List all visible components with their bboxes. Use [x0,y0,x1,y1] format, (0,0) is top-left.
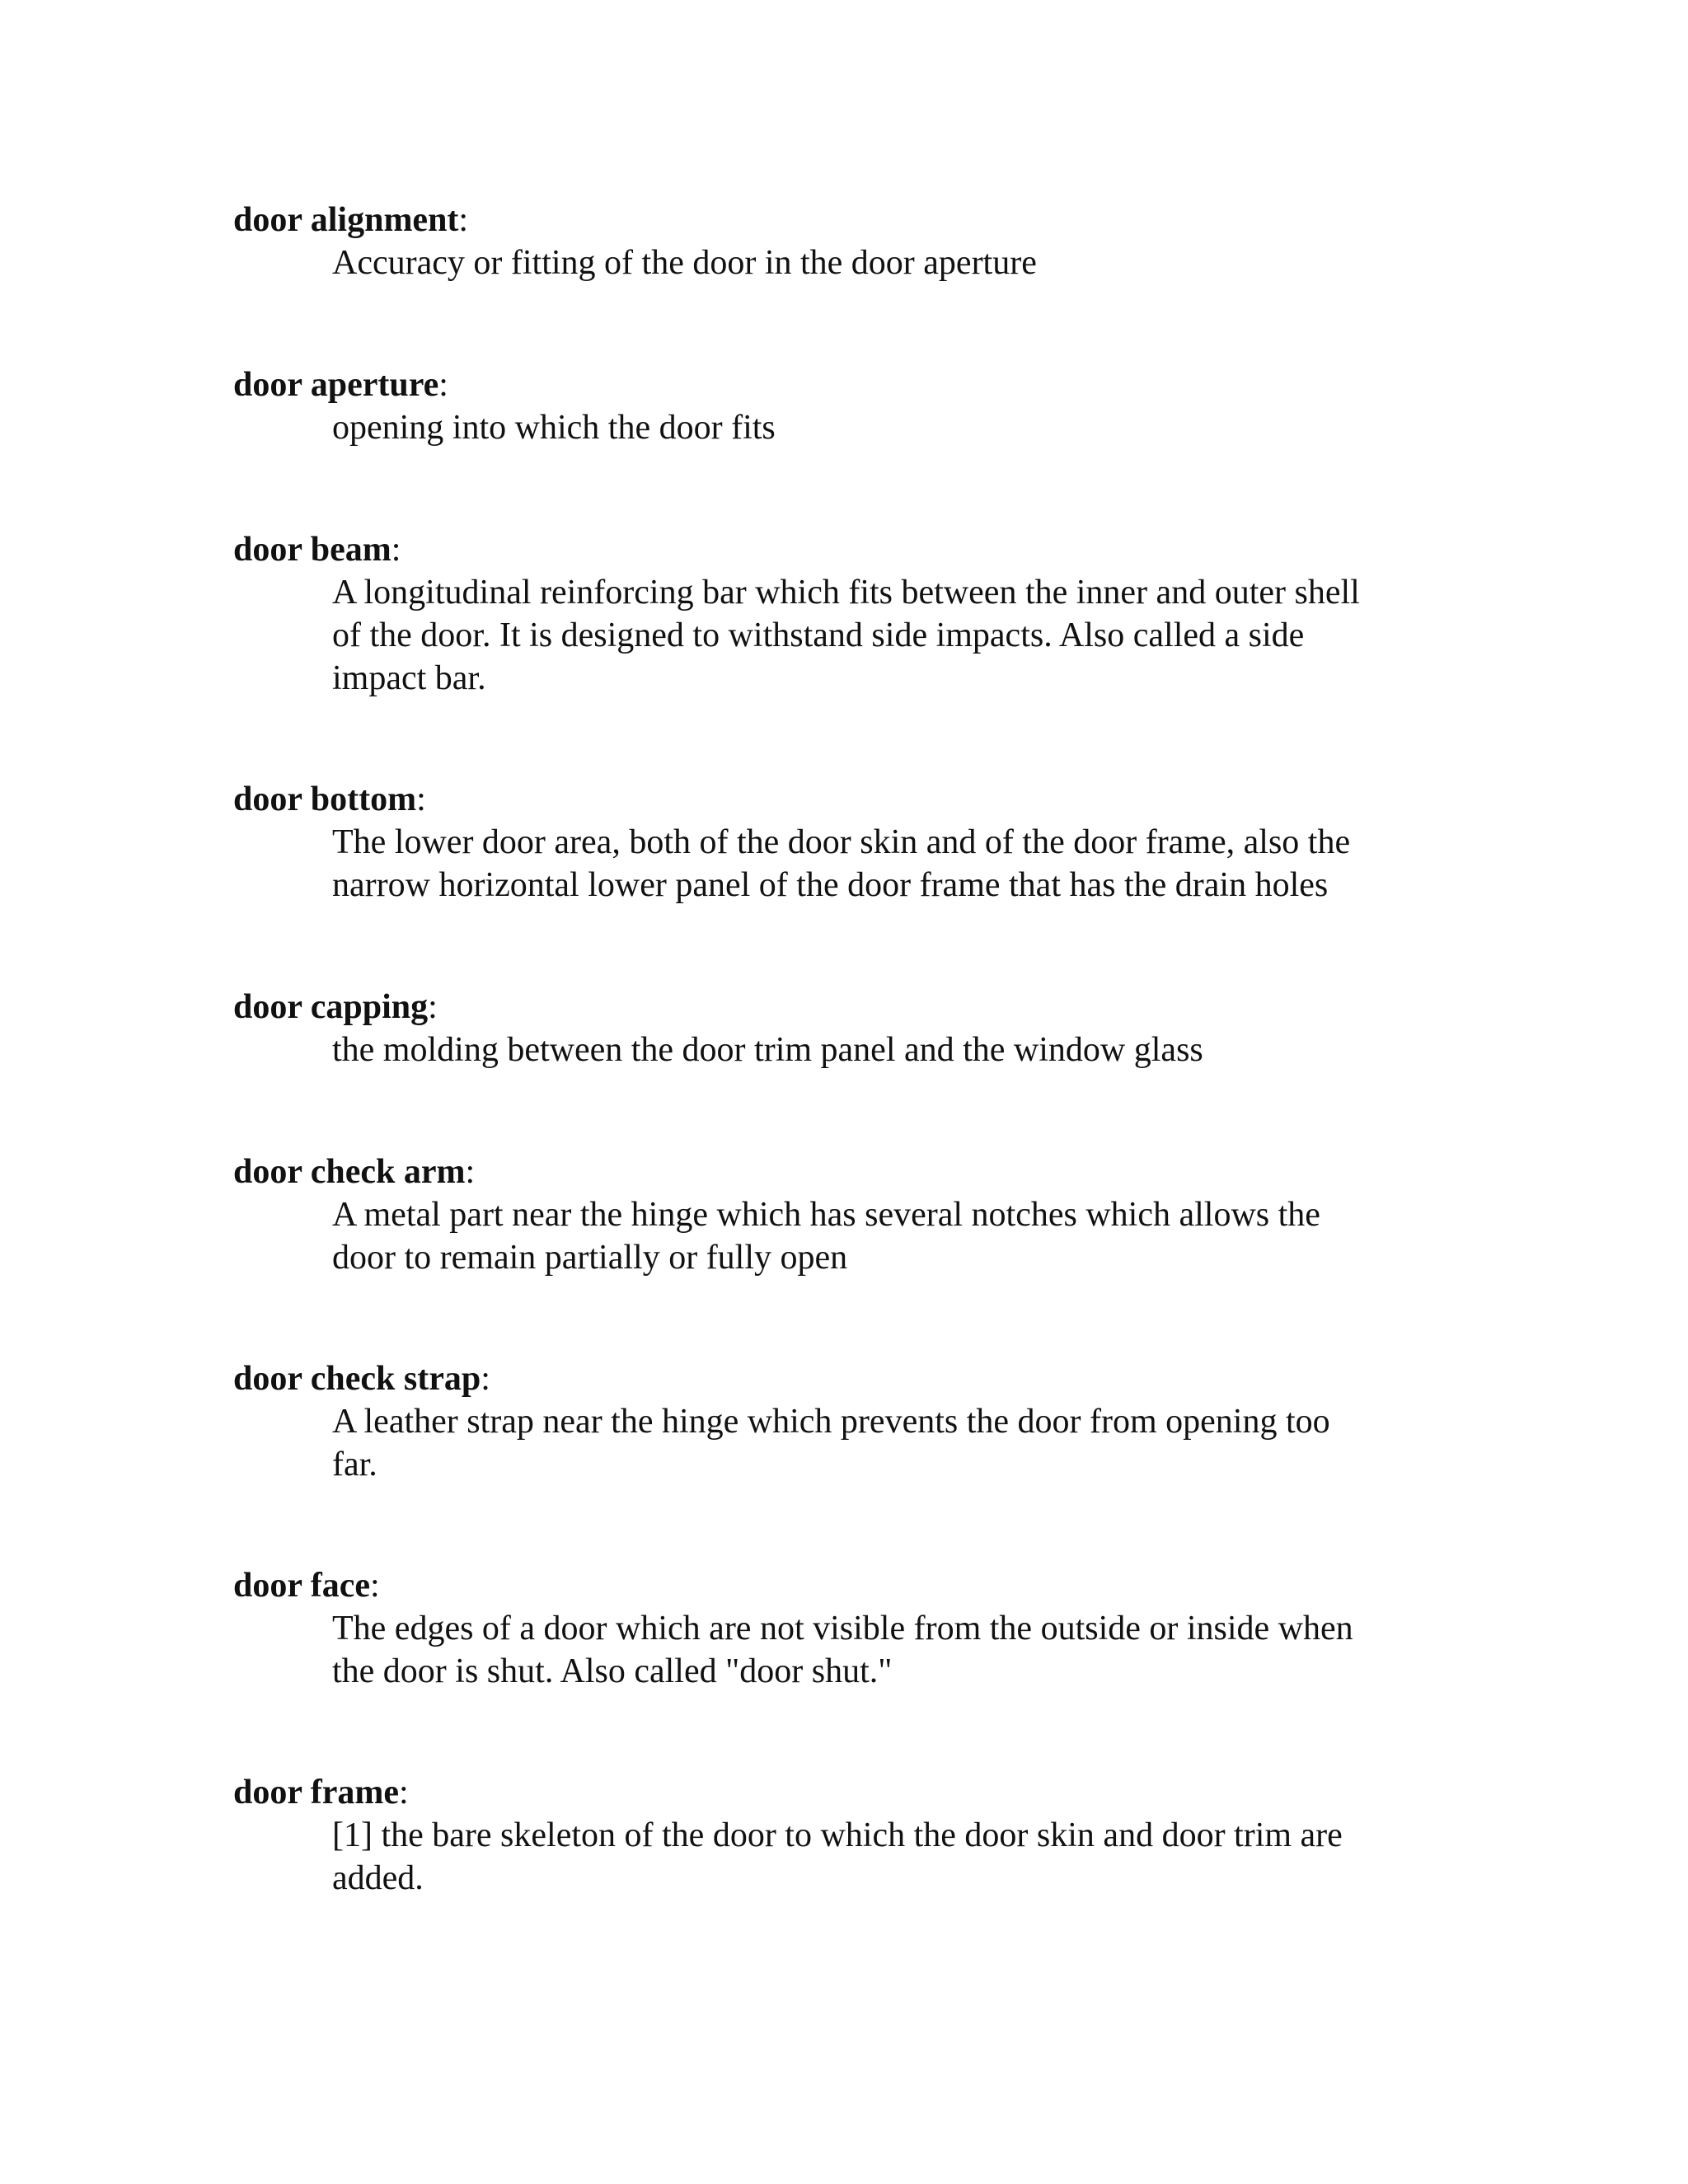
definition [332,1400,1453,1486]
term-separator: : [399,1774,409,1811]
glossary-entry-door-check-strap [233,1357,1453,1486]
definition [332,821,1453,907]
term: door beam [233,531,392,569]
term-separator: : [481,1360,490,1398]
term-separator: : [428,988,438,1026]
definition-line: of the door. It is designed to withstand side impacts. Also called a side [332,616,1305,654]
term-line [233,1564,1453,1607]
definition [332,1814,1453,1900]
term-line [233,1151,1453,1193]
term: door capping [233,988,429,1026]
definition-line: narrow horizontal lower panel of the door frame that has the drain holes [332,866,1329,904]
term: door alignment [233,201,459,239]
term: door check arm [233,1153,466,1191]
definition-line: A longitudinal reinforcing bar which fits between the inner and outer shell [332,574,1360,612]
glossary-entry-door-face [233,1564,1453,1693]
term: door bottom [233,780,417,818]
glossary-entry-door-bottom [233,778,1453,907]
glossary-entry-door-frame [233,1771,1453,1900]
term-separator: : [391,531,401,569]
definition [332,571,1453,700]
definition-line: Accuracy or fitting of the door in the door aperture [332,244,1037,282]
term-separator: : [438,366,448,404]
term: door check strap [233,1360,481,1398]
glossary-entry-door-alignment [233,199,1453,284]
glossary-entry-door-capping [233,986,1453,1071]
definition [332,241,1453,284]
glossary-entry-door-check-arm [233,1151,1453,1279]
glossary-entry-door-aperture [233,363,1453,449]
term-line [233,778,1453,821]
definition-line: impact bar. [332,659,486,697]
definition-line: the door is shut. Also called "door shut." [332,1652,893,1690]
term-line [233,199,1453,241]
term: door frame [233,1774,399,1811]
definition-line: A metal part near the hinge which has several notches which allows the [332,1196,1320,1234]
term-line [233,363,1453,406]
term-separator: : [370,1567,380,1605]
definition-line: added. [332,1859,424,1897]
definition-line: door to remain partially or fully open [332,1239,848,1277]
definition-line: far. [332,1446,377,1483]
definition-line: [1] the bare skeleton of the door to which the door skin and door trim are [332,1816,1343,1854]
definition [332,1607,1453,1693]
definition-line: The edges of a door which are not visible from the outside or inside when [332,1610,1353,1647]
term-separator: : [458,201,469,239]
definition-line: The lower door area, both of the door skin and of the door frame, also the [332,823,1351,861]
definition-line: opening into which the door fits [332,409,776,447]
definition [332,1029,1453,1071]
term-line [233,986,1453,1029]
definition-line: the molding between the door trim panel and the window glass [332,1031,1203,1069]
term-separator: : [465,1153,476,1191]
term-line [233,1357,1453,1400]
term-line [233,1771,1453,1814]
term: door aperture [233,366,439,404]
definition [332,406,1453,449]
term-line [233,528,1453,571]
term-separator: : [416,780,426,818]
definition-line: A leather strap near the hinge which prevents the door from opening too [332,1403,1330,1441]
definition [332,1193,1453,1279]
glossary-entry-door-beam [233,528,1453,700]
term: door face [233,1567,371,1605]
